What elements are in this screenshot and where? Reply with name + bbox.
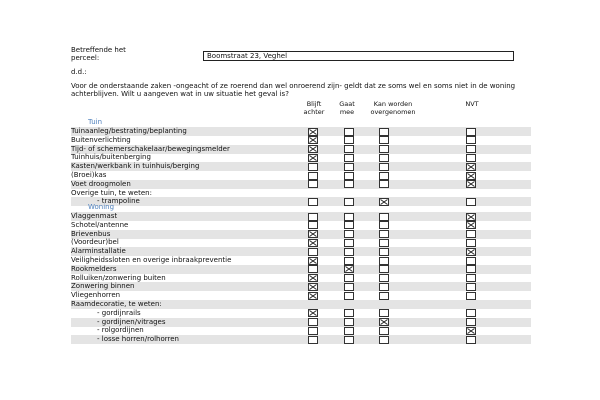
checkbox-blijft-achter[interactable] [308, 230, 318, 238]
checkbox-blijft-achter[interactable] [308, 318, 318, 326]
checkbox-blijft-achter[interactable] [308, 172, 318, 180]
row-label: Schotel/antenne [71, 220, 129, 229]
checkbox-kan-worden-overgenomen[interactable] [379, 283, 389, 291]
checkbox-gaat-mee[interactable] [344, 172, 354, 180]
checklist-row [71, 238, 531, 247]
checkbox-nvt[interactable] [466, 145, 476, 153]
checkbox-gaat-mee[interactable] [344, 221, 354, 229]
checkbox-gaat-mee[interactable] [344, 239, 354, 247]
cross-mark-icon [345, 266, 353, 272]
checklist-row [71, 189, 531, 198]
checkbox-kan-worden-overgenomen[interactable] [379, 128, 389, 136]
checkbox-blijft-achter[interactable] [308, 180, 318, 188]
row-label: - losse horren/rolhorren [97, 335, 179, 344]
checkbox-nvt[interactable] [466, 198, 476, 206]
checklist-row [71, 326, 531, 335]
checkbox-gaat-mee[interactable] [344, 292, 354, 300]
checklist-row [71, 171, 531, 180]
checkbox-gaat-mee[interactable] [344, 327, 354, 335]
section-title: Tuin [88, 118, 103, 126]
row-label: Vliegenhorren [71, 291, 121, 300]
row-label: - trampoline [97, 197, 140, 206]
checkbox-kan-worden-overgenomen[interactable] [379, 292, 389, 300]
checklist-row [71, 335, 531, 344]
column-header-gaat-mee [336, 101, 358, 116]
checkbox-nvt[interactable] [466, 213, 476, 221]
checkbox-kan-worden-overgenomen[interactable] [379, 309, 389, 317]
checkbox-nvt[interactable] [466, 239, 476, 247]
checkbox-gaat-mee[interactable] [344, 128, 354, 136]
checkbox-gaat-mee[interactable] [344, 163, 354, 171]
row-label: (Voordeur)bel [71, 238, 119, 247]
row-label: Kasten/werkbank in tuinhuis/berging [71, 162, 200, 171]
cross-mark-icon [309, 275, 317, 281]
cross-mark-icon [467, 164, 475, 170]
row-label: Voet droogmolen [71, 179, 131, 188]
checkbox-kan-worden-overgenomen[interactable] [379, 274, 389, 282]
checklist-row [71, 247, 531, 256]
checkbox-gaat-mee[interactable] [344, 318, 354, 326]
checkbox-blijft-achter[interactable] [308, 154, 318, 162]
cross-mark-icon [380, 319, 388, 325]
cross-mark-icon [380, 199, 388, 205]
row-label: - rolgordijnen [97, 326, 144, 335]
row-label: Alarminstallatie [71, 247, 126, 256]
perceel-label-line1: Betreffende het [71, 46, 126, 54]
checkbox-kan-worden-overgenomen[interactable] [379, 318, 389, 326]
checkbox-kan-worden-overgenomen[interactable] [379, 257, 389, 265]
column-header-kan-worden-overgenomen [370, 101, 416, 116]
checklist-row [71, 274, 531, 283]
checkbox-blijft-achter[interactable] [308, 309, 318, 317]
checkbox-nvt[interactable] [466, 265, 476, 273]
checkbox-nvt[interactable] [466, 180, 476, 188]
checklist-row [71, 221, 531, 230]
column-header-line: Blijft [306, 100, 322, 108]
checkbox-nvt[interactable] [466, 309, 476, 317]
checkbox-nvt[interactable] [466, 221, 476, 229]
checkbox-nvt[interactable] [466, 163, 476, 171]
column-header-line: Gaat [339, 100, 355, 108]
checkbox-nvt[interactable] [466, 136, 476, 144]
checklist-row [71, 256, 531, 265]
checkbox-blijft-achter[interactable] [308, 248, 318, 256]
checkbox-kan-worden-overgenomen[interactable] [379, 172, 389, 180]
cross-mark-icon [467, 173, 475, 179]
cross-mark-icon [467, 249, 475, 255]
checklist-row [71, 230, 531, 239]
checklist-row [71, 282, 531, 291]
row-label: - gordijnrails [97, 308, 141, 317]
checkbox-kan-worden-overgenomen[interactable] [379, 154, 389, 162]
date-label: d.d.: [71, 68, 87, 76]
cross-mark-icon [309, 146, 317, 152]
section-title: Woning [88, 203, 115, 211]
checkbox-gaat-mee[interactable] [344, 283, 354, 291]
checkbox-blijft-achter[interactable] [308, 213, 318, 221]
column-header-line: NVT [465, 100, 479, 108]
perceel-label-line2: perceel: [71, 54, 100, 62]
column-header-blijft-achter [303, 101, 325, 116]
checkbox-blijft-achter[interactable] [308, 145, 318, 153]
row-label: Buitenverlichting [71, 135, 131, 144]
column-header-line: overgenomen [370, 107, 416, 116]
checkbox-kan-worden-overgenomen[interactable] [379, 213, 389, 221]
checkbox-blijft-achter[interactable] [308, 336, 318, 344]
checkbox-gaat-mee[interactable] [344, 213, 354, 221]
checklist-row [71, 145, 531, 154]
checkbox-blijft-achter[interactable] [308, 163, 318, 171]
checkbox-gaat-mee[interactable] [344, 309, 354, 317]
checkbox-nvt[interactable] [466, 128, 476, 136]
checkbox-gaat-mee[interactable] [344, 154, 354, 162]
checkbox-kan-worden-overgenomen[interactable] [379, 136, 389, 144]
checkbox-nvt[interactable] [466, 257, 476, 265]
cross-mark-icon [309, 310, 317, 316]
checklist-row [71, 153, 531, 162]
cross-mark-icon [309, 258, 317, 264]
checklist-row [71, 197, 531, 206]
intro-text: Voor de onderstaande zaken -ongeacht of ze roerend dan wel onroerend zijn- geldt dat ze soms wel en soms niet in de woning achterblijven. Wilt u aangeven wat in uw situatie het geval is? [71, 82, 516, 98]
cross-mark-icon [309, 155, 317, 161]
cross-mark-icon [309, 284, 317, 290]
row-label: Zonwering binnen [71, 282, 135, 291]
cross-mark-icon [309, 137, 317, 143]
checkbox-blijft-achter[interactable] [308, 265, 318, 273]
cross-mark-icon [309, 293, 317, 299]
checkbox-nvt[interactable] [466, 318, 476, 326]
checkbox-blijft-achter[interactable] [308, 274, 318, 282]
checkbox-blijft-achter[interactable] [308, 128, 318, 136]
checkbox-nvt[interactable] [466, 283, 476, 291]
checkbox-blijft-achter[interactable] [308, 198, 318, 206]
checkbox-kan-worden-overgenomen[interactable] [379, 248, 389, 256]
row-label: Raamdecoratie, te weten: [71, 300, 162, 308]
row-label: - gordijnen/vitrages [97, 317, 166, 326]
checkbox-gaat-mee[interactable] [344, 248, 354, 256]
checklist-row [71, 300, 531, 309]
checkbox-nvt[interactable] [466, 172, 476, 180]
row-label: Tuinhuis/buitenberging [71, 153, 151, 162]
checklist-row [71, 309, 531, 318]
checklist-row [71, 180, 531, 189]
checkbox-gaat-mee[interactable] [344, 230, 354, 238]
row-label: Rookmelders [71, 264, 117, 273]
cross-mark-icon [467, 222, 475, 228]
checkbox-nvt[interactable] [466, 336, 476, 344]
checkbox-kan-worden-overgenomen[interactable] [379, 163, 389, 171]
checkbox-blijft-achter[interactable] [308, 292, 318, 300]
checkbox-gaat-mee[interactable] [344, 180, 354, 188]
column-header-nvt [462, 101, 482, 109]
checkbox-kan-worden-overgenomen[interactable] [379, 336, 389, 344]
checkbox-kan-worden-overgenomen[interactable] [379, 265, 389, 273]
checkbox-gaat-mee[interactable] [344, 257, 354, 265]
row-label: Brievenbus [71, 229, 111, 238]
checkbox-nvt[interactable] [466, 154, 476, 162]
checkbox-kan-worden-overgenomen[interactable] [379, 221, 389, 229]
checkbox-nvt[interactable] [466, 274, 476, 282]
checkbox-gaat-mee[interactable] [344, 265, 354, 273]
checkbox-kan-worden-overgenomen[interactable] [379, 180, 389, 188]
checkbox-nvt[interactable] [466, 248, 476, 256]
checkbox-nvt[interactable] [466, 230, 476, 238]
checklist-row [71, 136, 531, 145]
checkbox-gaat-mee[interactable] [344, 136, 354, 144]
cross-mark-icon [467, 214, 475, 220]
column-header-line: Kan worden [373, 100, 413, 108]
checkbox-gaat-mee[interactable] [344, 274, 354, 282]
perceel-field[interactable]: Boomstraat 23, Veghel [203, 51, 514, 61]
checkbox-gaat-mee[interactable] [344, 198, 354, 206]
checkbox-kan-worden-overgenomen[interactable] [379, 327, 389, 335]
checkbox-gaat-mee[interactable] [344, 336, 354, 344]
checklist-row [71, 265, 531, 274]
checkbox-blijft-achter[interactable] [308, 221, 318, 229]
cross-mark-icon [309, 240, 317, 246]
row-label: Vlaggenmast [71, 212, 118, 220]
checkbox-blijft-achter[interactable] [308, 136, 318, 144]
column-header-line: mee [339, 107, 355, 116]
column-header-line: achter [303, 107, 325, 116]
row-label: Tijd- of schemerschakelaar/bewegingsmelder [71, 144, 230, 153]
checklist-row [71, 291, 531, 300]
cross-mark-icon [467, 328, 475, 334]
cross-mark-icon [467, 181, 475, 187]
row-label: (Broei)kas [71, 171, 107, 179]
checkbox-gaat-mee[interactable] [344, 145, 354, 153]
checkbox-blijft-achter[interactable] [308, 239, 318, 247]
checkbox-kan-worden-overgenomen[interactable] [379, 239, 389, 247]
row-label: Rolluiken/zonwering buiten [71, 273, 166, 282]
row-label: Overige tuin, te weten: [71, 188, 152, 197]
checklist-row [71, 162, 531, 171]
checkbox-kan-worden-overgenomen[interactable] [379, 198, 389, 206]
row-label: Tuinaanleg/bestrating/beplanting [71, 127, 187, 135]
checkbox-nvt[interactable] [466, 327, 476, 335]
cross-mark-icon [309, 129, 317, 135]
checkbox-kan-worden-overgenomen[interactable] [379, 145, 389, 153]
checklist-row [71, 212, 531, 221]
checklist-row [71, 127, 531, 136]
checkbox-kan-worden-overgenomen[interactable] [379, 230, 389, 238]
checkbox-blijft-achter[interactable] [308, 283, 318, 291]
row-label: Veiligheidssloten en overige inbraakpreventie [71, 256, 232, 264]
checkbox-blijft-achter[interactable] [308, 257, 318, 265]
checkbox-blijft-achter[interactable] [308, 327, 318, 335]
checklist-row [71, 318, 531, 327]
cross-mark-icon [309, 231, 317, 237]
checkbox-nvt[interactable] [466, 292, 476, 300]
